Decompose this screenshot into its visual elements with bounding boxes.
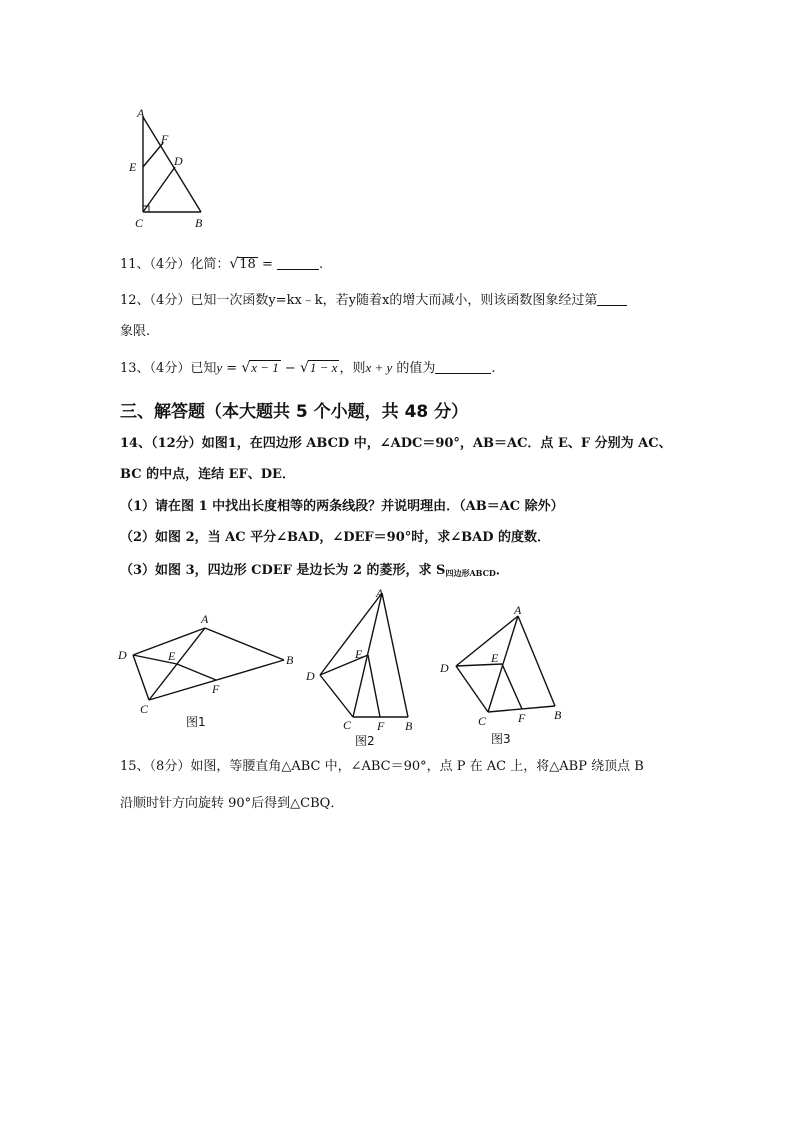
caption: 图3 (491, 732, 511, 746)
figure-q10 (125, 105, 215, 235)
figure-3 (430, 598, 580, 750)
label-E: E (168, 649, 176, 663)
label-A: A (137, 106, 145, 120)
label-C: C (478, 714, 487, 728)
figure-1 (112, 608, 302, 733)
question-text: 如图1，在四边形 ABCD 中，∠ADC＝90°，AB＝AC．点 E、F 分别为 AC、 (201, 436, 672, 451)
question-number: 15、 (120, 759, 150, 774)
label-D: D (440, 661, 449, 675)
subscript: 四边形ABCD (445, 568, 496, 578)
period: . (491, 361, 496, 376)
equals: = (261, 257, 273, 272)
label-D: D (118, 648, 127, 662)
question-12-cont: 象限. (120, 324, 151, 339)
figure-2 (300, 583, 430, 750)
label-F: F (212, 682, 220, 696)
question-number: 12、 (120, 293, 150, 308)
label-B: B (405, 719, 413, 733)
question-text: 化简： (190, 257, 230, 272)
period: ． (495, 563, 509, 578)
label-C: C (140, 702, 149, 716)
question-text: （3）如图 3，四边形 CDEF 是边长为 2 的菱形，求 S (120, 563, 446, 578)
question-score: （8分） (149, 759, 191, 774)
question-15-line2: 沿顺时针方向旋转 90°后得到△CBQ． (120, 796, 344, 811)
label-B: B (286, 653, 294, 667)
label-D: D (174, 154, 183, 168)
question-number: 13、 (120, 361, 150, 376)
label-F: F (377, 719, 385, 733)
var-y: y (216, 360, 223, 375)
label-B: B (195, 216, 203, 230)
label-D: D (306, 669, 315, 683)
equals: = (226, 361, 238, 376)
radical-sign: √ (241, 360, 251, 376)
question-text: 的值为 (396, 361, 436, 376)
question-text: 已知 (190, 361, 217, 376)
radical-sign: √ (299, 360, 309, 376)
answer-blank[interactable] (435, 359, 491, 374)
label-B: B (554, 708, 562, 722)
label-C: C (135, 216, 144, 230)
radicand-1: x − 1 (251, 360, 279, 375)
caption: 图2 (355, 734, 375, 748)
question-score: （4分） (149, 361, 191, 376)
question-text: 已知一次函数y=kx﹣k，若y随着x的增大而减小，则该函数图象经过第 (190, 293, 598, 308)
radicand-2: 1 − x (309, 360, 338, 375)
label-A: A (376, 586, 384, 600)
question-number: 14、 (120, 436, 152, 451)
expr-x-plus-y: x + y (365, 360, 393, 375)
question-score: （4分） (149, 257, 191, 272)
label-A: A (201, 612, 209, 626)
question-score: （12分） (151, 436, 202, 451)
caption: 图1 (186, 715, 206, 729)
label-A: A (514, 603, 522, 617)
answer-blank[interactable] (597, 291, 627, 306)
question-14-sub3 (120, 561, 509, 583)
question-number: 11、 (120, 257, 150, 272)
label-E: E (355, 647, 363, 661)
question-14-sub2: （2）如图 2，当 AC 平分∠BAD，∠DEF＝90°时，求∠BAD 的度数． (120, 530, 551, 545)
question-14-line1 (120, 434, 672, 454)
label-F: F (161, 132, 169, 146)
answer-blank[interactable] (277, 255, 319, 270)
section-heading: 三、解答题（本大题共 5 个小题，共 48 分） (120, 402, 469, 422)
question-score: （4分） (149, 293, 191, 308)
minus: − (284, 361, 296, 376)
question-14-sub1: （1）请在图 1 中找出长度相等的两条线段？并说明理由．（AB＝AC 除外） (120, 499, 564, 514)
question-text: 如图，等腰直角△ABC 中，∠ABC＝90°，点 P 在 AC 上，将△ABP 绕顶点 B (190, 759, 644, 774)
question-13 (120, 358, 496, 379)
label-E: E (129, 160, 137, 174)
label-E: E (491, 651, 499, 665)
period: . (319, 257, 324, 272)
question-11 (120, 254, 323, 275)
question-text: ，则 (339, 361, 366, 376)
label-F: F (518, 711, 526, 725)
label-C: C (343, 718, 352, 732)
radical-sign: √ (229, 256, 239, 272)
question-14-line2: BC 的中点，连结 EF、DE． (120, 467, 295, 482)
question-12 (120, 291, 627, 311)
radicand: 18 (239, 257, 256, 272)
question-15-line1 (120, 757, 644, 777)
